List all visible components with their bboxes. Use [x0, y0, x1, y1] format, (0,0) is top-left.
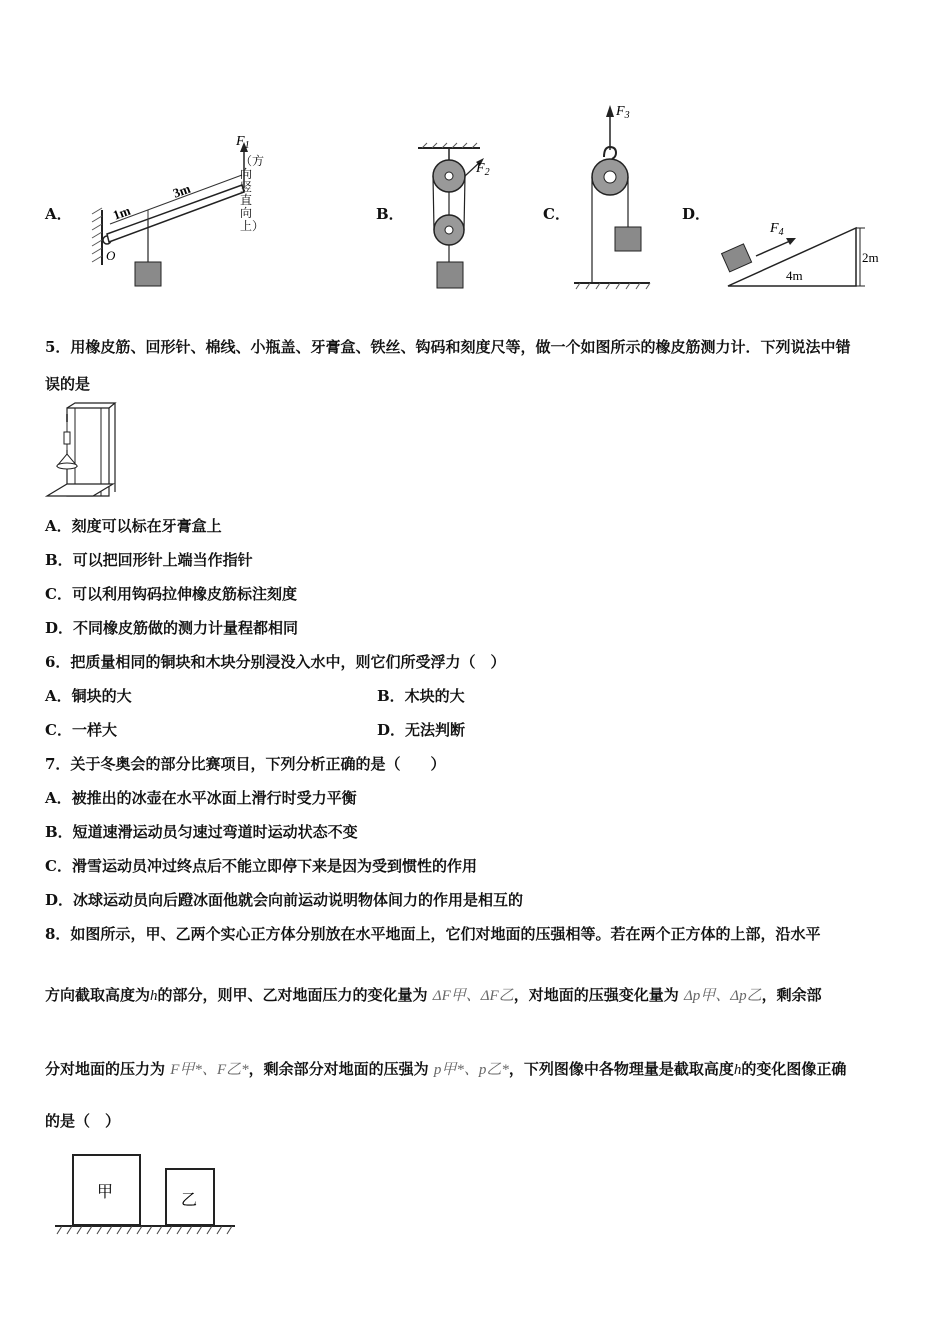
q7-option-b: B．短道速滑运动员匀速过弯道时运动状态不变: [45, 823, 358, 841]
q8-stem-line2: 方向截取高度为h的部分，则甲、乙对地面压力的变化量为 ΔF甲、ΔF乙，对地面的压强变化量为 Δp甲、Δp乙，剩余部: [45, 986, 822, 1004]
q6-option-a: A．铜块的大: [45, 687, 132, 705]
option-b-label: B．: [376, 205, 404, 223]
delta-p-yi: Δp乙: [730, 988, 762, 1004]
q5-option-b: B．可以把回形针上端当作指针: [45, 551, 253, 569]
delta-p-jia: Δp甲: [683, 988, 716, 1004]
q5-option-c: C．可以利用钩码拉伸橡皮筋标注刻度: [45, 585, 297, 603]
pulley-figure-b: [410, 140, 500, 295]
q6-option-c: C．一样大: [45, 721, 117, 739]
option-c-label: C．: [543, 205, 570, 223]
spring-scale-figure: [45, 402, 120, 502]
incline-figure-d: [720, 210, 890, 295]
q6-option-b: B．木块的大: [377, 687, 465, 705]
force-f3-label: $F_3$: [616, 104, 630, 121]
q7-stem: 7．关于冬奥会的部分比赛项目，下列分析正确的是（ ）: [45, 755, 446, 773]
cubes-figure: [50, 1150, 245, 1240]
pulley-figure-c: [570, 95, 660, 295]
direction-label: （方向竖直向上）: [240, 154, 265, 233]
q6-stem: 6．把质量相同的铜块和木块分别浸没入水中，则它们所受浮力（ ）: [45, 653, 506, 671]
q7-option-c: C．滑雪运动员冲过终点后不能立即停下来是因为受到惯性的作用: [45, 857, 477, 875]
length-1m-label: 1m: [110, 202, 133, 223]
pivot-o-label: O: [106, 248, 116, 263]
p-yi-remain: p乙*: [478, 1062, 509, 1078]
q5-stem-line2: 误的是: [45, 375, 91, 393]
q5-option-d: D．不同橡皮筋做的测力计量程都相同: [45, 619, 299, 637]
option-a-label: A．: [45, 205, 72, 223]
q5-stem-line1: 5．用橡皮筋、回形针、棉线、小瓶盖、牙膏盒、铁丝、钩码和刻度尺等，做一个如图所示的橡皮筋测力计．下列说法中错: [45, 338, 851, 356]
height-2m-label: 2m: [862, 250, 879, 265]
force-f4-label: $F_4$: [770, 221, 784, 238]
q5-option-a: A．刻度可以标在牙膏盒上: [45, 517, 222, 535]
option-d-label: D．: [682, 205, 711, 223]
q8-stem-line4: 的是（ ）: [45, 1112, 121, 1130]
force-f1-label: $F_1$: [236, 134, 250, 151]
f-yi-remain: F乙*: [216, 1062, 249, 1078]
delta-f-jia: ΔF甲: [432, 988, 466, 1004]
q8-stem-line1: 8．如图所示，甲、乙两个实心正方体分别放在水平地面上，它们对地面的压强相等。若在两个正方体的上部，沿水平: [45, 925, 821, 943]
q6-option-d: D．无法判断: [377, 721, 466, 739]
length-3m-label: 3m: [170, 180, 193, 201]
base-4m-label: 4m: [786, 268, 803, 283]
q7-option-a: A．被推出的冰壶在水平冰面上滑行时受力平衡: [45, 789, 357, 807]
block-jia-label: 甲: [97, 1184, 114, 1201]
q7-option-d: D．冰球运动员向后蹬冰面他就会向前运动说明物体间力的作用是相互的: [45, 891, 524, 909]
force-f2-label: $F_2$: [476, 161, 490, 178]
block-yi-label: 乙: [181, 1192, 198, 1209]
delta-f-yi: ΔF乙: [480, 988, 514, 1004]
f-jia-remain: F甲*: [170, 1062, 202, 1078]
q8-stem-line3: 分对地面的压力为 F甲*、F乙*，剩余部分对地面的压强为 p甲*、p乙*，下列图像中各物理量是截取高度h的变化图像正确: [45, 1060, 847, 1078]
p-jia-remain: p甲*: [433, 1062, 464, 1078]
